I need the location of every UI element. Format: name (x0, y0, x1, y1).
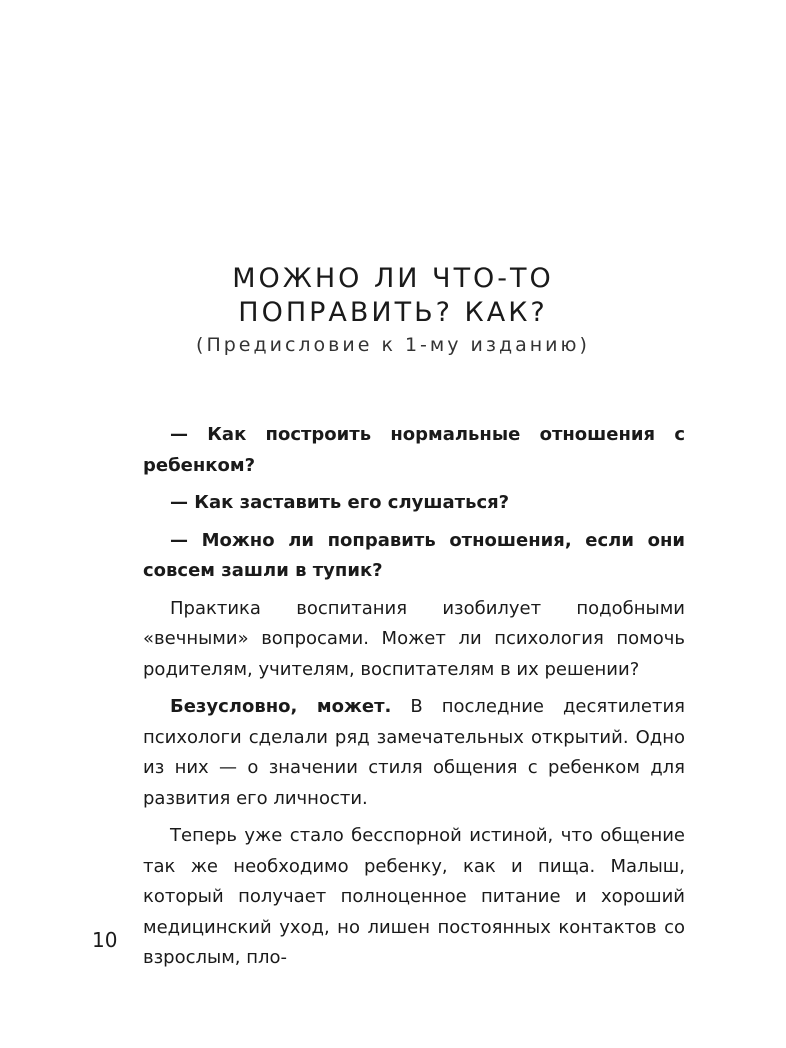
paragraph-2 (143, 692, 685, 814)
question-3: — Можно ли поправить отношения, если они совсем зашли в тупик? (143, 529, 685, 581)
paragraph-2-bold-lead: Безусловно, может. (170, 696, 392, 717)
chapter-title-line-1: МОЖНО ЛИ ЧТО-ТО (232, 263, 554, 294)
chapter-subtitle: (Предисловие к 1-му изданию) (196, 334, 590, 356)
paragraph-2-text: В последние десятилетия психологи сделали ряд замечательных открытий. Одно из них — о значении стиля общения с ребенком для развития его личности. (143, 696, 685, 809)
page-number: 10 (92, 928, 118, 952)
paragraph-1: Практика воспитания изобилует подобными «вечными» вопросами. Может ли психология помочь родителям, учителям, воспитателям в их решении? (143, 597, 685, 680)
question-2: — Как заставить его слушаться? (170, 492, 510, 513)
question-1: — Как построить нормальные отношения с ребенком? (143, 424, 685, 476)
body-text (143, 420, 685, 981)
chapter-heading (0, 262, 786, 360)
chapter-title-line-2: ПОПРАВИТЬ? КАК? (238, 297, 548, 328)
paragraph-3: Теперь уже стало бесспорной истиной, что общение так же необходимо ребенку, как и пища. Малыш, который получает полноценное питание и хороший медицинский уход, но лишен постоянных контактов со взрослым, пло- (143, 825, 685, 968)
